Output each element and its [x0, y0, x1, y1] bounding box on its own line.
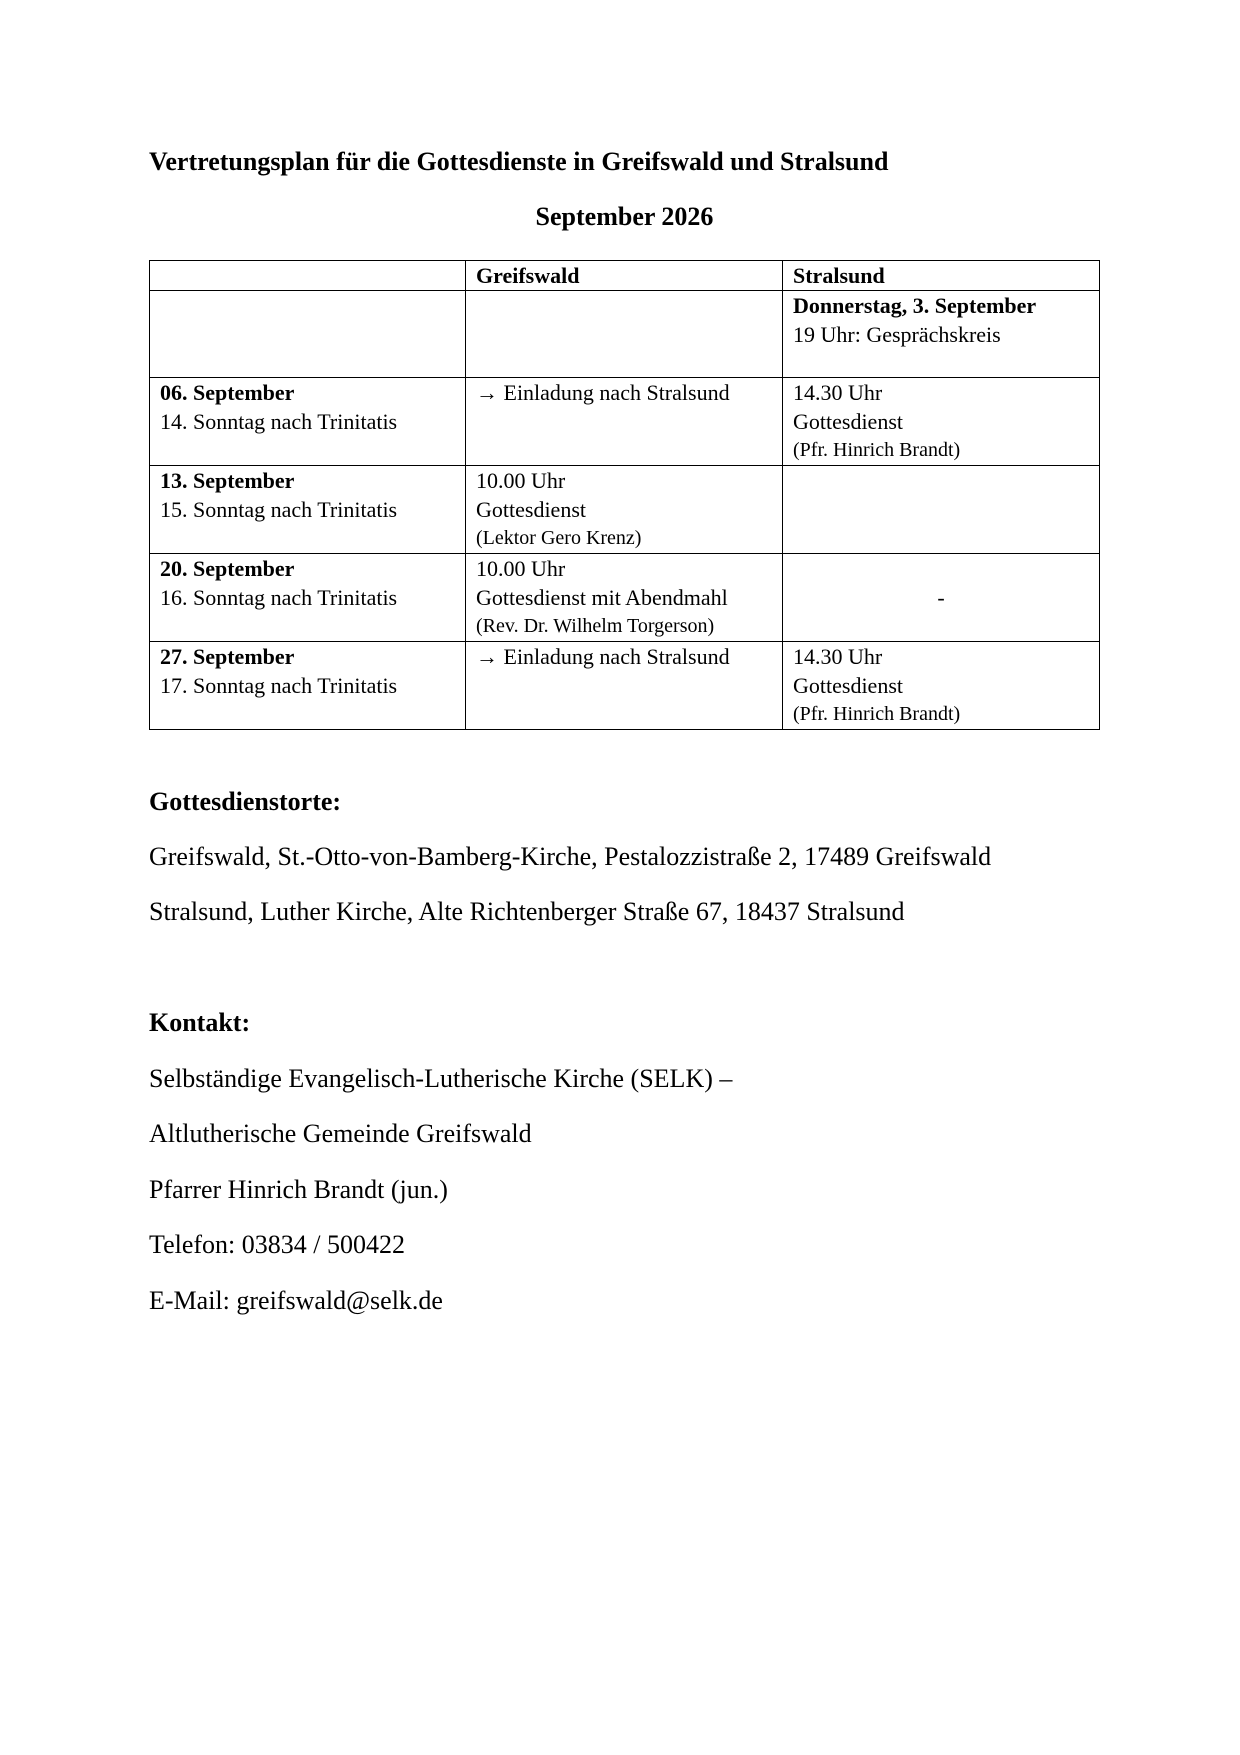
contact-pastor: Pfarrer Hinrich Brandt (jun.) — [149, 1175, 448, 1204]
date-cell — [150, 554, 466, 642]
sunday-label: 15. Sonntag nach Trinitatis — [160, 497, 398, 522]
date-cell — [150, 378, 466, 466]
sunday-label: 14. Sonntag nach Trinitatis — [160, 409, 398, 434]
sunday-label: 16. Sonntag nach Trinitatis — [160, 585, 398, 610]
service-type: Gottesdienst — [793, 673, 903, 698]
schedule-table — [149, 260, 1100, 730]
service-leader: (Lektor Gero Krenz) — [476, 527, 642, 549]
table-row — [150, 642, 1100, 730]
contact-heading: Kontakt: — [149, 1008, 251, 1037]
service-leader: (Pfr. Hinrich Brandt) — [793, 439, 961, 461]
service-type: Gottesdienst mit Abendmahl — [476, 585, 728, 610]
table-row — [150, 554, 1100, 642]
service-type: Gottesdienst — [476, 497, 586, 522]
service-line: → Einladung nach Stralsund — [476, 380, 730, 405]
table-header-cell: Stralsund — [783, 261, 1100, 291]
service-time: 14.30 Uhr — [793, 644, 883, 669]
date-cell — [150, 642, 466, 730]
table-header-cell — [150, 261, 466, 291]
no-service-dash: - — [937, 585, 945, 610]
stralsund-cell — [783, 291, 1100, 378]
greifswald-cell — [466, 642, 783, 730]
service-type: Gottesdienst — [793, 409, 903, 434]
contact-email: E-Mail: greifswald@selk.de — [149, 1286, 443, 1315]
table-row — [150, 291, 1100, 378]
table-row — [150, 466, 1100, 554]
table-row — [150, 378, 1100, 466]
date-label: 20. September — [160, 556, 295, 581]
contact-phone: Telefon: 03834 / 500422 — [149, 1230, 405, 1259]
service-leader: (Pfr. Hinrich Brandt) — [793, 703, 961, 725]
service-time: 10.00 Uhr — [476, 556, 566, 581]
table-header-row — [150, 261, 1100, 291]
date-label: 06. September — [160, 380, 295, 405]
contact-org-line1: Selbständige Evangelisch-Lutherische Kirche (SELK) – — [149, 1064, 733, 1093]
document-subtitle: September 2026 — [535, 202, 714, 231]
service-line: → Einladung nach Stralsund — [476, 644, 730, 669]
stralsund-cell — [783, 378, 1100, 466]
date-cell — [150, 291, 466, 378]
date-label: 27. September — [160, 644, 295, 669]
locations-heading: Gottesdienstorte: — [149, 787, 342, 816]
greifswald-cell — [466, 466, 783, 554]
stralsund-cell — [783, 466, 1100, 554]
date-label: 13. September — [160, 468, 295, 493]
sunday-label: 17. Sonntag nach Trinitatis — [160, 673, 398, 698]
event-line: 19 Uhr: Gesprächskreis — [793, 322, 1001, 347]
document-title: Vertretungsplan für die Gottesdienste in Greifswald und Stralsund — [149, 147, 889, 176]
table-header-cell: Greifswald — [466, 261, 783, 291]
date-cell — [150, 466, 466, 554]
event-date: Donnerstag, 3. September — [793, 293, 1037, 318]
location-stralsund: Stralsund, Luther Kirche, Alte Richtenberger Straße 67, 18437 Stralsund — [149, 897, 905, 926]
service-leader: (Rev. Dr. Wilhelm Torgerson) — [476, 615, 715, 637]
service-time: 10.00 Uhr — [476, 468, 566, 493]
greifswald-cell — [466, 554, 783, 642]
greifswald-cell — [466, 291, 783, 378]
greifswald-cell — [466, 378, 783, 466]
contact-org-line2: Altlutherische Gemeinde Greifswald — [149, 1119, 532, 1148]
stralsund-cell — [783, 642, 1100, 730]
stralsund-cell — [783, 554, 1100, 642]
service-time: 14.30 Uhr — [793, 380, 883, 405]
location-greifswald: Greifswald, St.-Otto-von-Bamberg-Kirche, Pestalozzistraße 2, 17489 Greifswald — [149, 842, 992, 871]
